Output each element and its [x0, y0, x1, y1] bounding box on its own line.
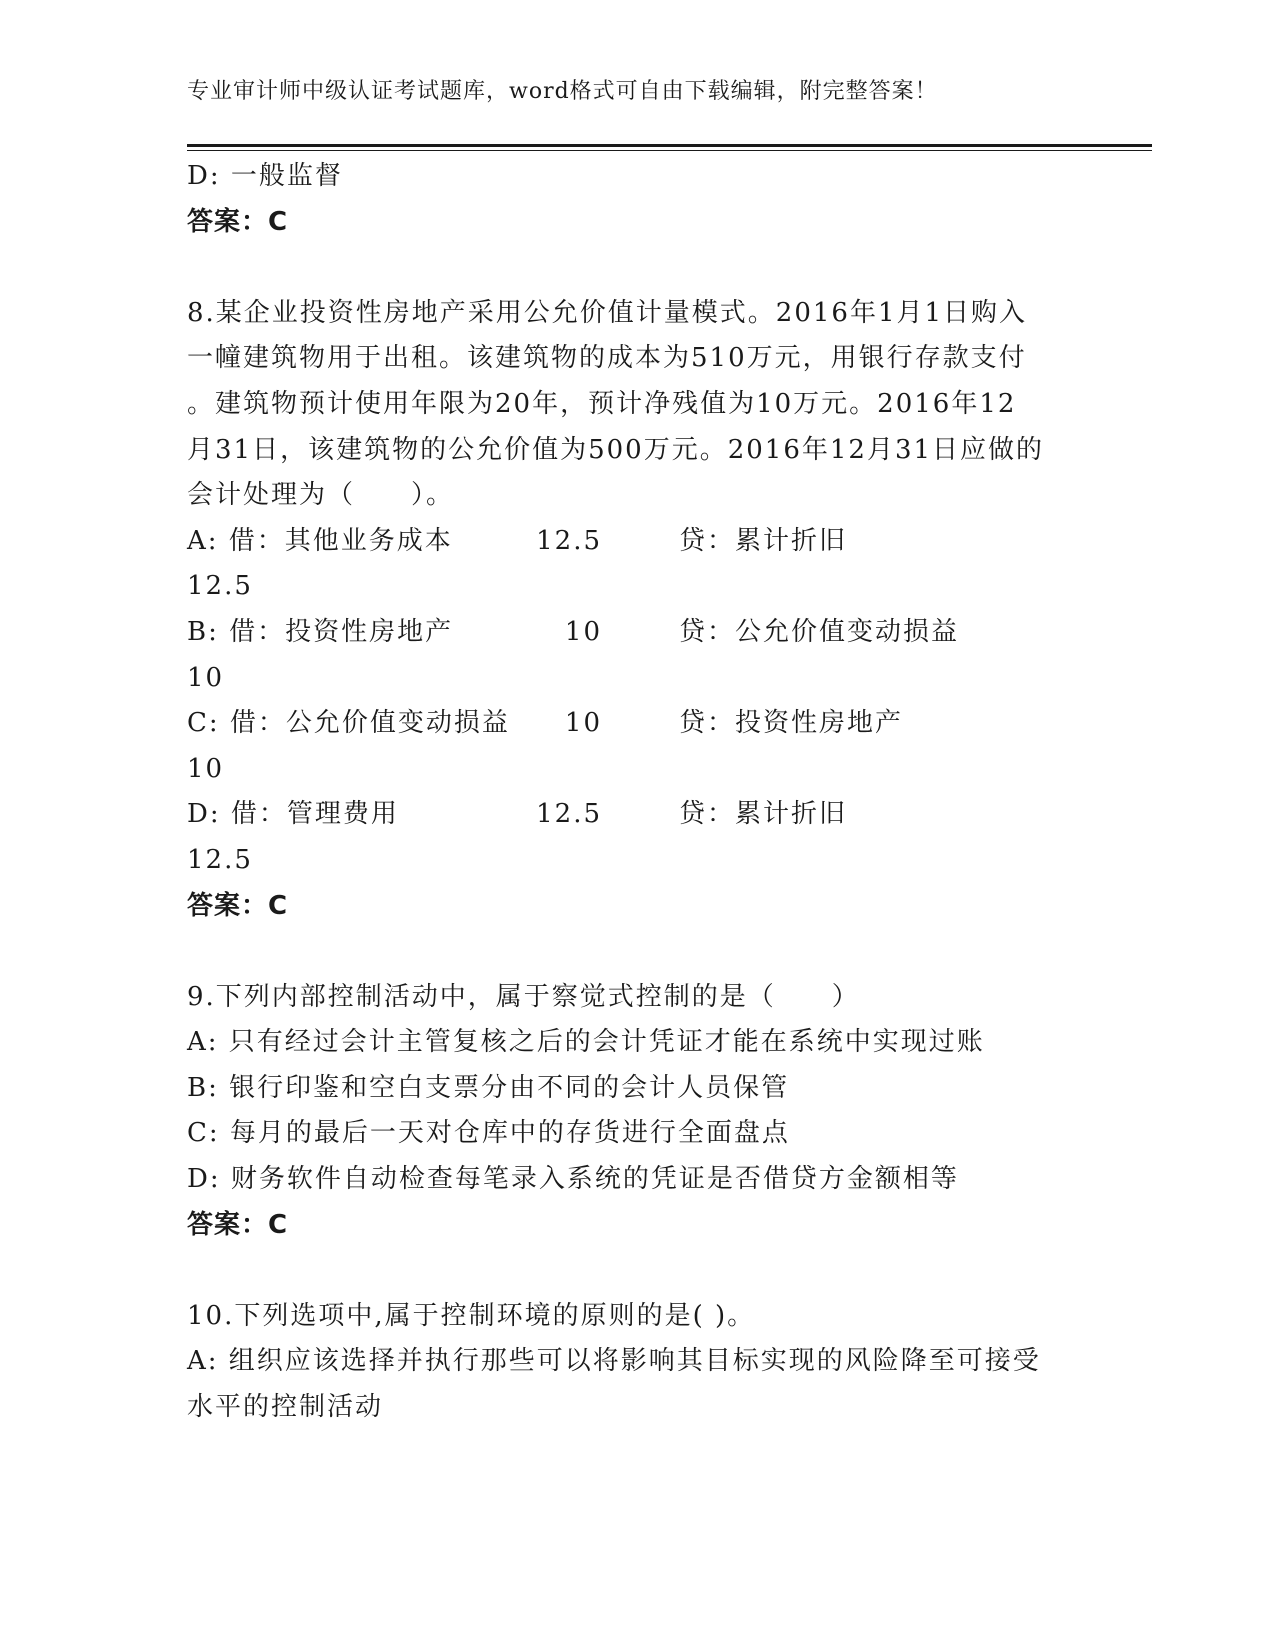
q8-option-c-amount: 10 [564, 708, 602, 739]
q8-option-d-credit: 贷：累计折旧 [679, 799, 848, 830]
q8-option-a-credit: 贷：累计折旧 [679, 525, 848, 556]
q8-option-d-credit-amount: 12.5 [187, 844, 253, 875]
q8-stem-line: 会计处理为（ ）。 [187, 480, 455, 511]
prev-option-d: D: 一般监督 [187, 161, 343, 191]
q9-option-b: B: 银行印鉴和空白支票分由不同的会计人员保管 [187, 1072, 790, 1103]
question-9 [187, 975, 1067, 1249]
q8-option-d-amount: 12.5 [536, 799, 602, 830]
q8-option-b-credit: 贷：公允价值变动损益 [679, 616, 960, 647]
q8-stem-line: 8.某企业投资性房地产采用公允价值计量模式。2016年1月1日购入 [187, 297, 1028, 328]
q8-option-c-credit: 贷：投资性房地产 [679, 708, 904, 739]
q8-option-b-amount: 10 [564, 616, 602, 647]
q8-option-d [187, 792, 1067, 838]
q8-option-c-credit-amount: 10 [187, 753, 225, 784]
prev-answer: 答案：C [187, 206, 289, 237]
q10-option-a-line: 水平的控制活动 [187, 1392, 384, 1423]
q8-option-d-debit: D: 借：管理费用 [187, 799, 399, 830]
question-10 [187, 1294, 1067, 1431]
header-rule-thick [187, 144, 1152, 147]
q8-option-c-debit: C: 借：公允价值变动损益 [187, 708, 510, 739]
q8-option-c [187, 701, 1067, 747]
q10-stem: 10.下列选项中,属于控制环境的原则的是( )。 [187, 1300, 756, 1331]
q8-option-a-amount: 12.5 [536, 525, 602, 556]
q8-answer: 答案：C [187, 890, 289, 921]
question-8 [187, 291, 1067, 929]
q9-option-d: D: 财务软件自动检查每笔录入系统的凭证是否借贷方金额相等 [187, 1164, 959, 1195]
q8-stem-line: 。建筑物预计使用年限为20年，预计净残值为10万元。2016年12 [187, 388, 1017, 419]
spacer [187, 929, 1067, 975]
q9-option-c: C: 每月的最后一天对仓库中的存货进行全面盘点 [187, 1118, 790, 1149]
q10-option-a-line: A: 组织应该选择并执行那些可以将影响其目标实现的风险降至可接受 [187, 1346, 1041, 1377]
document-body [187, 154, 1067, 1431]
spacer [187, 1248, 1067, 1294]
q8-option-b-debit: B: 借：投资性房地产 [187, 616, 454, 647]
q8-option-b [187, 610, 1067, 656]
page-header: 专业审计师中级认证考试题库，word格式可自由下载编辑，附完整答案！ [187, 79, 938, 104]
q8-option-a-credit-amount: 12.5 [187, 571, 253, 602]
q9-option-a: A: 只有经过会计主管复核之后的会计凭证才能在系统中实现过账 [187, 1027, 985, 1058]
q9-answer: 答案：C [187, 1209, 289, 1240]
spacer [187, 245, 1067, 291]
q8-stem-line: 一幢建筑物用于出租。该建筑物的成本为510万元，用银行存款支付 [187, 343, 1027, 374]
q8-option-b-credit-amount: 10 [187, 662, 225, 693]
q9-stem: 9.下列内部控制活动中，属于察觉式控制的是（ ） [187, 981, 860, 1012]
header-rule-thin [187, 150, 1152, 151]
q8-stem-line: 月31日，该建筑物的公允价值为500万元。2016年12月31日应做的 [187, 434, 1045, 465]
q8-option-a [187, 519, 1067, 565]
q8-option-a-debit: A: 借：其他业务成本 [187, 525, 453, 556]
